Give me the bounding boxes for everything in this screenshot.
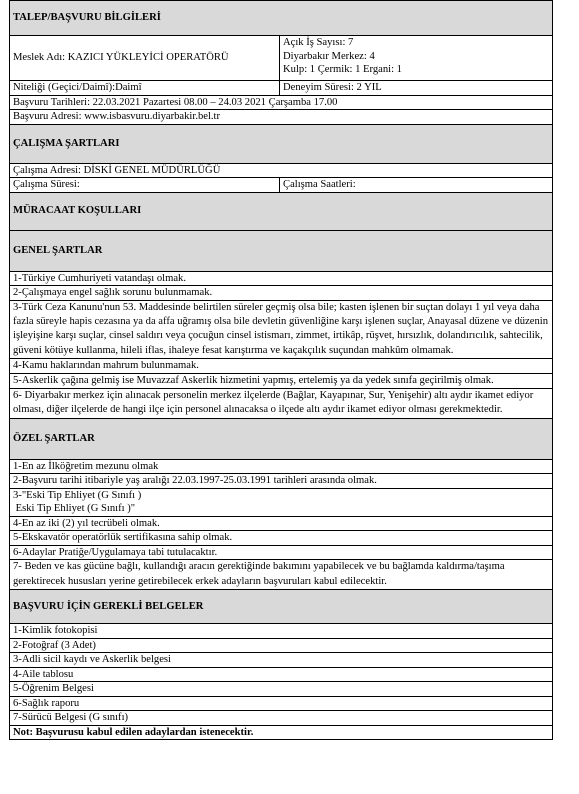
ozel-sart-7: 7- Beden ve kas gücüne bağlı, kullandığı aracın gerektiğinde bakımını yapabilecek ve bu bağlamda kaldırma/taşıma gerektirecek hususları yerine getirebilecek erkek adayların başvuruları kabul edilecektir. (10, 560, 553, 590)
section-header-calisma: ÇALIŞMA ŞARTLARI (10, 124, 553, 163)
section-header-ozel: ÖZEL ŞARTLAR (10, 418, 553, 459)
ozel-sart-3 (10, 488, 553, 516)
acik-is-info (280, 36, 553, 81)
genel-sart-4: 4-Kamu haklarından mahrum bulunmamak. (10, 359, 553, 374)
basvuru-tarihleri: Başvuru Tarihleri: 22.03.2021 Pazartesi 08.00 – 24.03 2021 Çarşamba 17.00 (10, 95, 553, 110)
ozel-sart-2: 2-Başvuru tarihi itibariyle yaş aralığı 22.03.1997-25.03.1991 tarihleri arasında olmak. (10, 474, 553, 489)
calisma-suresi: Çalışma Süresi: (10, 178, 280, 193)
section-header-genel: GENEL ŞARTLAR (10, 230, 553, 271)
ozel-sart-3-line2: Eski Tip Ehliyet (G Sınıfı )" (13, 503, 136, 515)
acik-is-sayisi: Açık İş Sayısı: 7 (283, 37, 354, 48)
section-header-muracaat: MÜRACAAT KOŞULLARI (10, 192, 553, 230)
section-header-talep: TALEP/BAŞVURU BİLGİLERİ (10, 1, 553, 36)
basvuru-adresi: Başvuru Adresi: www.isbasvuru.diyarbakir.bel.tr (10, 110, 553, 125)
genel-sart-1: 1-Türkiye Cumhuriyeti vatandaşı olmak. (10, 271, 553, 286)
belgeler-note: Not: Başvurusu kabul edilen adaylardan istenecektir. (10, 725, 553, 740)
genel-sart-3: 3-Türk Ceza Kanunu'nun 53. Maddesinde belirtilen süreler geçmiş olsa bile; kasten işlenen bir suçtan dolayı 1 yıl veya daha fazla süreyle hapis cezasına ya da affa uğramış olsa bile devletin güvenliğine karşı işlenen suçlar, Anayasal düzene ve düzenin işleyişine karşı suçlar, cinsel saldırı veya çocuğun cinsel istismarı, zimmet, irtikâp, rüşvet, hırsızlık, dolandırıcılık, sahtecilik, güveni kötüye kullanma, hileli iflas, ihaleye fesat karıştırma ve kaçakçılık suçundan mahkûm olmamak. (10, 300, 553, 359)
belge-4: 4-Aile tablosu (10, 667, 553, 682)
ozel-sart-3-line1: 3-"Eski Tip Ehliyet (G Sınıfı ) (13, 489, 142, 501)
diyarbakir-merkez: Diyarbakır Merkez: 4 (283, 50, 375, 62)
meslek-adi: Meslek Adı: KAZICI YÜKLEYİCİ OPERATÖRÜ (10, 36, 280, 81)
ilce-dagilimi: Kulp: 1 Çermik: 1 Ergani: 1 (283, 64, 402, 75)
ozel-sart-6: 6-Adaylar Pratiğe/Uygulamaya tabi tutulacaktır. (10, 545, 553, 560)
belge-2: 2-Fotoğraf (3 Adet) (10, 638, 553, 653)
belge-5: 5-Öğrenim Belgesi (10, 682, 553, 697)
posting-table (9, 0, 553, 740)
belge-7: 7-Sürücü Belgesi (G sınıfı) (10, 711, 553, 726)
belge-1: 1-Kimlik fotokopisi (10, 624, 553, 639)
belge-3: 3-Adli sicil kaydı ve Askerlik belgesi (10, 653, 553, 668)
calisma-adresi: Çalışma Adresi: DİSKİ GENEL MÜDÜRLÜĞÜ (10, 163, 553, 178)
genel-sart-2: 2-Çalışmaya engel sağlık sorunu bulunmamak. (10, 286, 553, 301)
calisma-saatleri: Çalışma Saatleri: (280, 178, 553, 193)
genel-sart-5: 5-Askerlik çağına gelmiş ise Muvazzaf Askerlik hizmetini yapmış, ertelemiş ya da yedek sınıfa geçirilmiş olmak. (10, 373, 553, 388)
deneyim-suresi: Deneyim Süresi: 2 YIL (280, 81, 553, 96)
genel-sart-6: 6- Diyarbakır merkez için alınacak personelin merkez ilçelerde (Bağlar, Kayapınar, Sur, Yenişehir) altı aydır ikamet ediyor olması, diğer ilçelerde de hangi ilçe için personel alınacaksa o ilçede altı aydır ikamet ediyor olması gerekmektedir. (10, 389, 553, 419)
job-posting-document (9, 0, 552, 740)
ozel-sart-5: 5-Ekskavatör operatörlük sertifikasına sahip olmak. (10, 531, 553, 546)
ozel-sart-4: 4-En az iki (2) yıl tecrübeli olmak. (10, 516, 553, 531)
ozel-sart-1: 1-En az İlköğretim mezunu olmak (10, 459, 553, 474)
niteligi: Niteliği (Geçici/Daimî):Daimî (10, 81, 280, 96)
section-header-belgeler: BAŞVURU İÇİN GEREKLİ BELGELER (10, 590, 553, 624)
belge-6: 6-Sağlık raporu (10, 696, 553, 711)
